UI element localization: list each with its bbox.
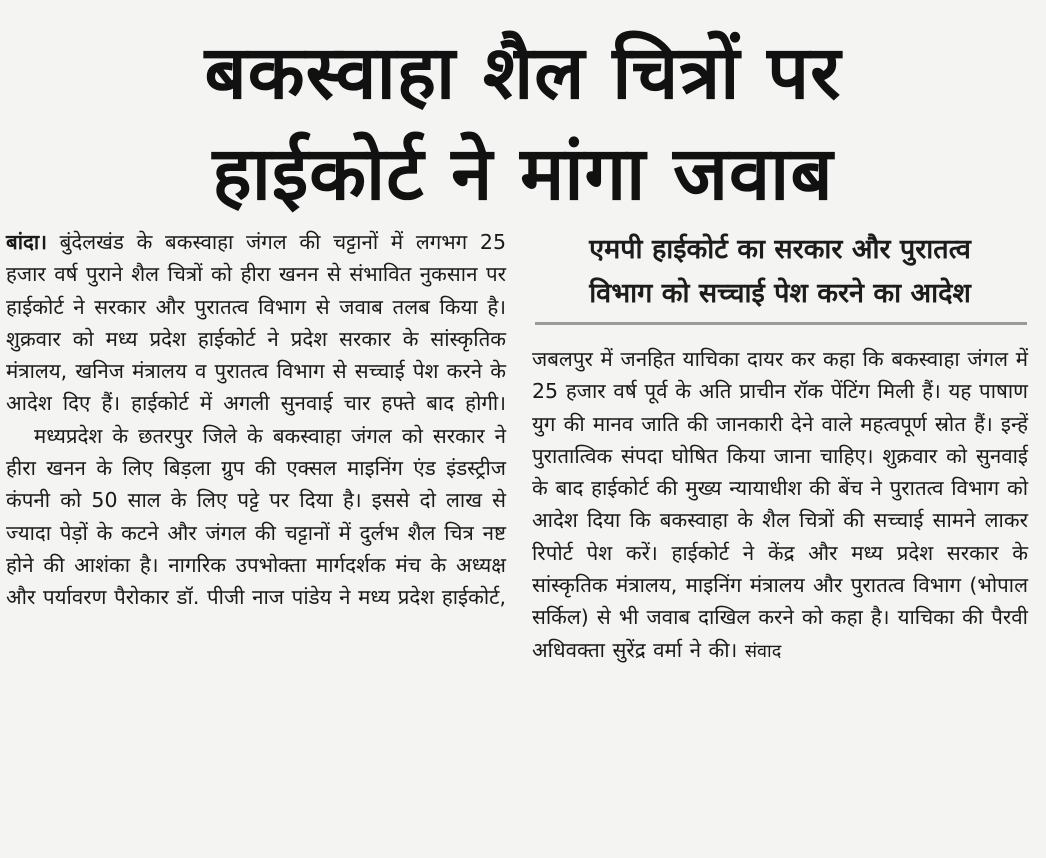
dateline: बांदा। xyxy=(6,230,47,254)
subheadline xyxy=(532,228,1028,316)
subheadline-divider xyxy=(535,322,1027,325)
headline-line-1: बकस्वाहा शैल चित्रों पर xyxy=(204,30,842,116)
article-column-right xyxy=(532,343,1028,668)
byline-credit: संवाद xyxy=(744,640,782,662)
headline-line-2: हाईकोर्ट ने मांगा जवाब xyxy=(212,131,834,217)
subheadline-line-1: एमपी हाईकोर्ट का सरकार और पुरातत्व xyxy=(589,234,971,265)
article-column-left xyxy=(6,226,506,614)
article-paragraph-2: मध्यप्रदेश के छतरपुर जिले के बकस्वाहा जंगल को सरकार ने हीरा खनन के लिए बिड़ला ग्रुप की एक्सल माइनिंग एंड इंडस्ट्रीज कंपनी को 50 साल के लिए पट्टे पर दिया है। इससे दो लाख से ज्यादा पेड़ों के कटने और जंगल की चट्टानों में दुर्लभ शैल चित्र नष्ट होने की आशंका है। नागरिक उपभोक्ता मार्गदर्शक मंच के अध्यक्ष और पर्यावरण पैरोकार डॉ. पीजी नाज पांडेय ने मध्य प्रदेश हाईकोर्ट, xyxy=(6,423,506,610)
article-paragraph-1 xyxy=(6,226,506,420)
paragraph-1-text: बुंदेलखंड के बकस्वाहा जंगल की चट्टानों में लगभग 25 हजार वर्ष पुराने शैल चित्रों को हीरा खनन से संभावित नुकसान पर हाईकोर्ट ने सरकार और पुरातत्व विभाग से जवाब तलब किया है। शुक्रवार को मध्य प्रदेश हाईकोर्ट ने प्रदेश सरकार के सांस्कृतिक मंत्रालय, खनिज मंत्रालय व पुरातत्व विभाग से सच्चाई पेश करने के आदेश दिए हैं। हाईकोर्ट में अगली सुनवाई चार हफ्ते बाद होगी। xyxy=(6,230,506,416)
paragraph-3-text: जबलपुर में जनहित याचिका दायर कर कहा कि बकस्वाहा जंगल में 25 हजार वर्ष पूर्व के अति प्राचीन रॉक पेंटिंग मिली हैं। यह पाषाण युग की मानव जाति की जानकारी देने वाले महत्वपूर्ण स्रोत हैं। इन्हें पुरातात्विक संपदा घोषित किया जाना चाहिए। शुक्रवार को सुनवाई के बाद हाईकोर्ट की मुख्य न्यायाधीश की बेंच ने पुरातत्व विभाग को आदेश दिया कि बकस्वाहा के शैल चित्रों की सच्चाई सामने लाकर रिपोर्ट पेश करें। हाईकोर्ट ने केंद्र और मध्य प्रदेश सरकार के सांस्कृतिक मंत्रालय, माइनिंग मंत्रालय और पुरातत्व विभाग (भोपाल सर्किल) से भी जवाब दाखिल करने को कहा है। याचिका की पैरवी अधिवक्ता सुरेंद्र वर्मा ने की। xyxy=(532,347,1028,662)
subheadline-line-2: विभाग को सच्चाई पेश करने का आदेश xyxy=(589,278,971,309)
article-paragraph-3 xyxy=(532,343,1028,668)
